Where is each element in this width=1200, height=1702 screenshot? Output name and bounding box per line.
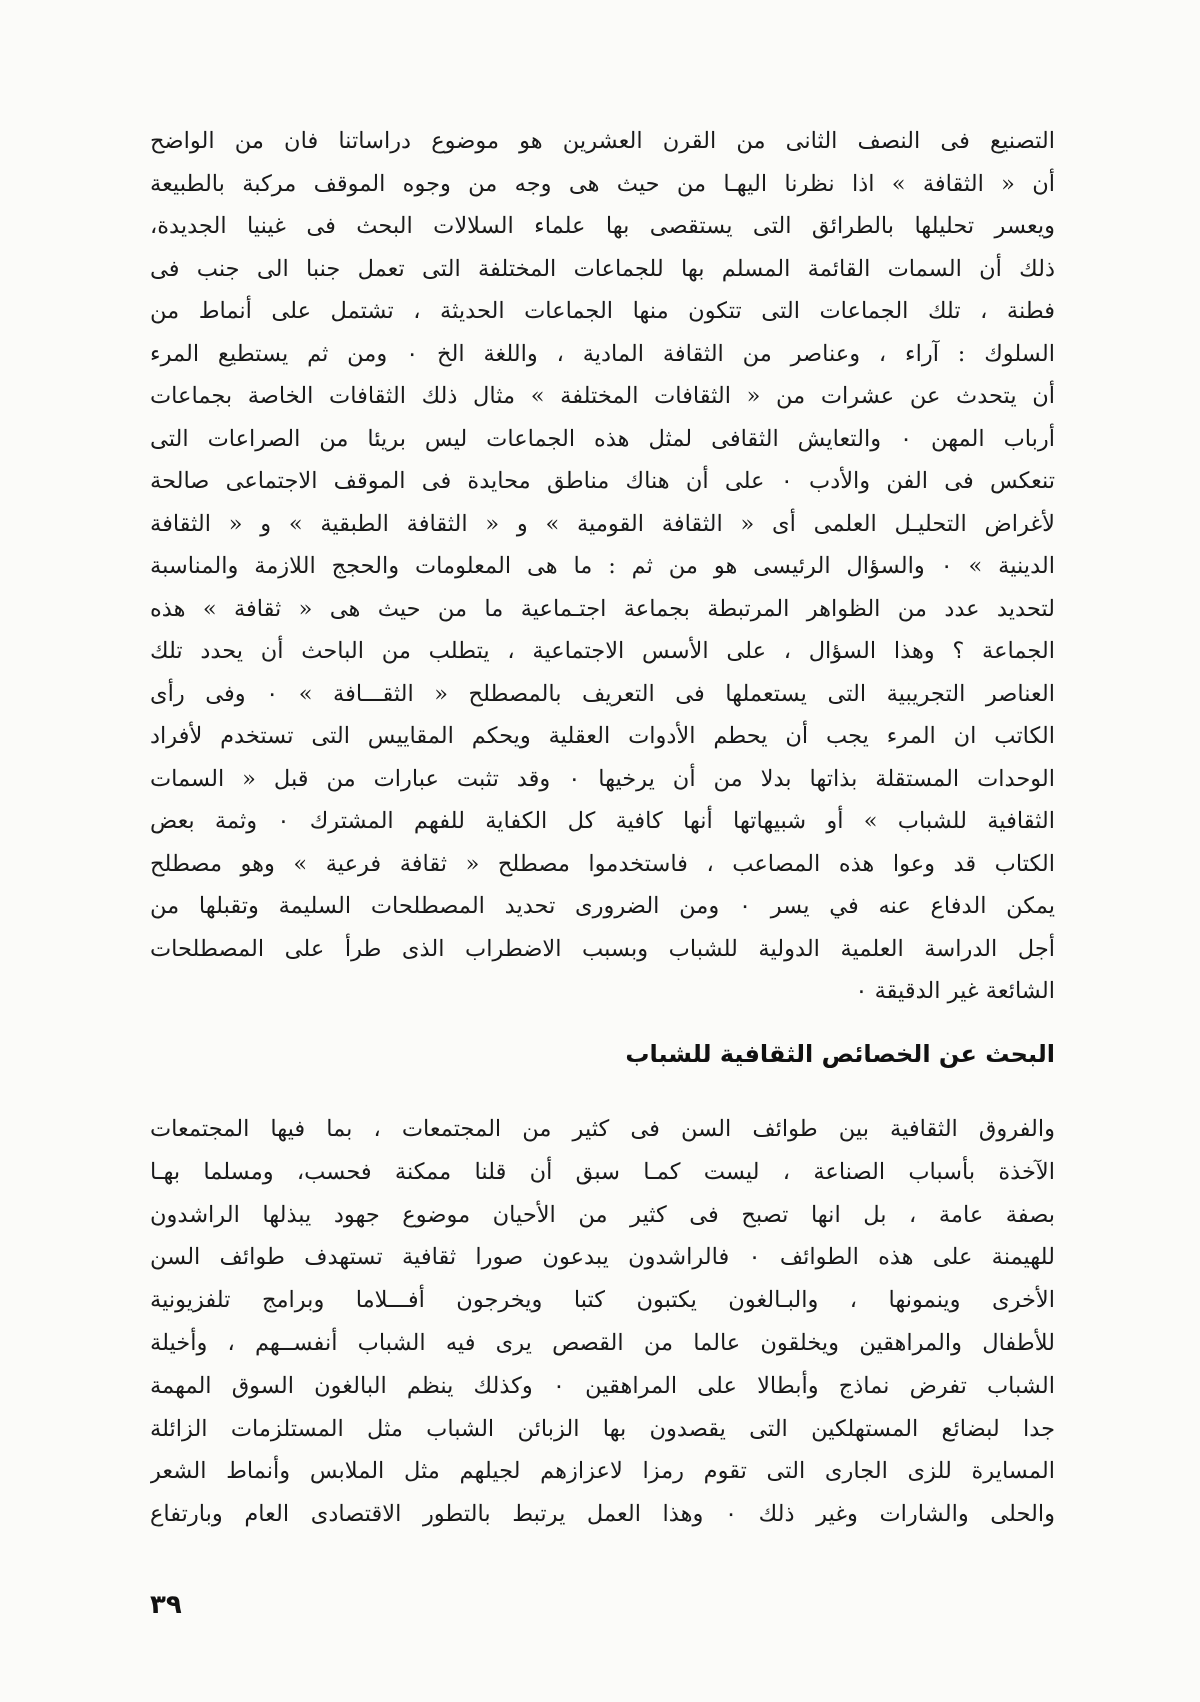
text-line: أرباب المهن ٠ والتعايش الثقافى لمثل هذه الجماعات ليس بريئا من الصراعات التى (150, 425, 1055, 452)
text-line: الكاتب ان المرء يجب أن يحطم الأدوات العقلية ويحكم المقاييس التى تستخدم لأفراد (150, 723, 1055, 749)
text-line: أن يتحدث عن عشرات من « الثقافات المختلفة » مثال ذلك الثقافات الخاصة بجماعات (150, 383, 1055, 409)
text-line: الوحدات المستقلة بذاتها بدلا من أن يرخيها ٠ وقد تثبت عبارات من قبل « السمات (150, 765, 1055, 792)
text-line: يمكن الدفاع عنه في يسر ٠ ومن الضرورى تحديد المصطلحات السليمة وتقبلها من (150, 893, 1055, 919)
text-line: لأغراض التحليـل العلمى أى « الثقافة القومية » و « الثقافة الطبقية » و « الثقافة (150, 510, 1055, 537)
text-line: السلوك : آراء ، وعناصر من الثقافة المادية ، واللغة الخ ٠ ومن ثم يستطيع المرء (150, 340, 1055, 367)
paragraph-section (150, 1108, 1055, 1536)
text-line: الدينية » ٠ والسؤال الرئيسى هو من ثم : ما هى المعلومات والحجج اللازمة والمناسبة (150, 553, 1055, 579)
page-number: ٣٩ (150, 1590, 182, 1620)
text-line: جدا لبضائع المستهلكين التى يقصدون بها الزبائن الشباب مثل المستلزمات الزائلة (150, 1415, 1055, 1442)
text-line: ويعسر تحليلها بالطرائق التى يستقصى بها علماء السلالات البحث فى غينيا الجديدة، (150, 213, 1055, 239)
text-line: فطنة ، تلك الجماعات التى تتكون منها الجماعات الحديثة ، تشتمل على أنماط من (150, 298, 1055, 324)
text-line: الكتاب قد وعوا هذه المصاعب ، فاستخدموا مصطلح « ثقافة فرعية » وهو مصطلح (150, 850, 1055, 877)
text-line: بصفة عامة ، بل انها تصبح فى كثير من الأحيان موضوع جهود يبذلها الراشدون (150, 1201, 1055, 1228)
text-line: الجماعة ؟ وهذا السؤال ، على الأسس الاجتماعية ، يتطلب من الباحث أن يحدد تلك (150, 638, 1055, 664)
text-line: للأطفال والمراهقين ويخلقون عالما من القصص يرى فيه الشباب أنفســهم ، وأخيلة (150, 1329, 1055, 1356)
text-line: الآخذة بأسباب الصناعة ، ليست كمـا سبق أن قلنا ممكنة فحسب، ومسلما بهـا (150, 1158, 1055, 1185)
text-line: والفروق الثقافية بين طوائف السن فى كثير من المجتمعات ، بما فيها المجتمعات (150, 1116, 1055, 1142)
paragraph-intro (150, 120, 1055, 1013)
text-line: الثقافية للشباب » أو شبيهاتها أنها كافية كل الكفاية للفهم المشترك ٠ وثمة بعض (150, 808, 1055, 834)
text-line: الأخرى وينمونها ، والبـالغون يكتبون كتبا ويخرجون أفـــلاما وبرامج تلفزيونية (150, 1287, 1055, 1314)
text-line: الشائعة غير الدقيقة ٠ (855, 978, 1055, 1004)
text-line: لتحديد عدد من الظواهر المرتبطة بجماعة اجتـماعية ما من حيث هى « ثقافة » هذه (150, 595, 1055, 622)
section-heading: البحث عن الخصائص الثقافية للشباب (625, 1040, 1055, 1068)
text-line: الشباب تفرض نماذج وأبطالا على المراهقين ٠ وكذلك ينظم البالغون السوق المهمة (150, 1372, 1055, 1399)
text-line: التصنيع فى النصف الثانى من القرن العشرين هو موضوع دراساتنا فان من الواضح (150, 128, 1055, 154)
text-line: والحلى والشارات وغير ذلك ٠ وهذا العمل يرتبط بالتطور الاقتصادى العام وبارتفاع (150, 1501, 1055, 1528)
text-line: العناصر التجريبية التى يستعملها فى التعريف بالمصطلح « الثقـــافة » ٠ وفى رأى (150, 680, 1055, 707)
text-line: أجل الدراسة العلمية الدولية للشباب وبسبب الاضطراب الذى طرأ على المصطلحات (150, 935, 1055, 962)
text-line: للهيمنة على هذه الطوائف ٠ فالراشدون يبدعون صورا ثقافية تستهدف طوائف السن (150, 1244, 1055, 1271)
text-line: تنعكس فى الفن والأدب ٠ على أن هناك مناطق محايدة فى الموقف الاجتماعى صالحة (150, 468, 1055, 494)
text-line: أن « الثقافة » اذا نظرنا اليهـا من حيث هى وجه من وجوه الموقف مركبة بالطبيعة (150, 170, 1055, 197)
text-line: ذلك أن السمات القائمة المسلم بها للجماعات المختلفة التى تعمل جنبا الى جنب فى (150, 255, 1055, 282)
text-line: المسايرة للزى الجارى التى تقوم رمزا لاعزازهم لجيلهم مثل الملابس وأنماط الشعر (150, 1458, 1055, 1485)
